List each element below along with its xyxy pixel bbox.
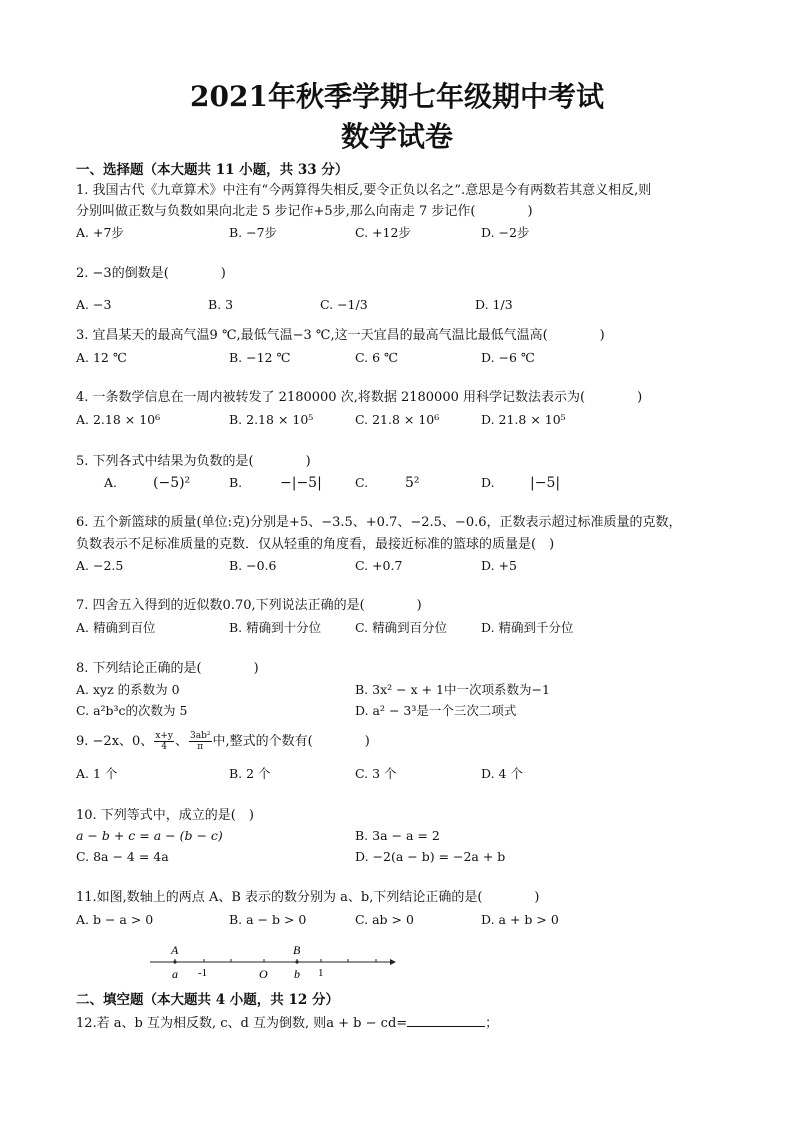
q9-option-a: A. 1 个 bbox=[76, 766, 118, 781]
q12-tail: ； bbox=[485, 1016, 499, 1031]
label-a: a bbox=[172, 967, 178, 981]
question-2: 2. −3的倒数是( ) bbox=[76, 266, 226, 281]
q12-answer-blank[interactable] bbox=[407, 1012, 485, 1027]
exam-title: 2021年秋季学期七年级期中考试 bbox=[190, 80, 604, 113]
q6-option-c: C. +0.7 bbox=[355, 558, 403, 573]
q11-option-c: C. ab > 0 bbox=[355, 912, 414, 927]
q6-option-d: D. +5 bbox=[481, 558, 517, 573]
section-heading-choice: 一、选择题（本大题共 11 小题，共 33 分） bbox=[76, 162, 349, 178]
q3-option-c: C. 6 ℃ bbox=[355, 350, 398, 365]
q9-suffix: 中,整式的个数有( ) bbox=[212, 734, 370, 749]
q5-option-d-expr: |−5| bbox=[530, 475, 561, 491]
q3-option-a: A. 12 ℃ bbox=[76, 350, 127, 365]
section-heading-fill-in: 二、填空题（本大题共 4 小题，共 12 分） bbox=[76, 992, 339, 1008]
q11-option-a: A. b − a > 0 bbox=[76, 912, 154, 927]
label-neg1: -1 bbox=[198, 967, 208, 979]
q5-option-a-label: A. bbox=[104, 475, 118, 490]
question-4: 4. 一条数学信息在一周内被转发了 2180000 次,将数据 2180000 用科学记数法表示为( ) bbox=[76, 390, 643, 405]
question-6-line-2: 负数表示不足标准质量的克数．仅从轻重的角度看，最接近标准的篮球的质量是( ) bbox=[76, 537, 555, 552]
q9-option-b: B. 2 个 bbox=[229, 766, 271, 781]
label-one: 1 bbox=[318, 967, 324, 979]
q1-option-c: C. +12步 bbox=[355, 225, 411, 240]
question-10: 10. 下列等式中，成立的是( ) bbox=[76, 808, 254, 823]
q9-fraction-1-den: 4 bbox=[161, 742, 168, 752]
q5-option-c-label: C. bbox=[355, 475, 369, 490]
q7-option-b: B. 精确到十分位 bbox=[229, 620, 322, 635]
q9-option-d: D. 4 个 bbox=[481, 766, 523, 781]
number-line-figure bbox=[140, 938, 400, 986]
q11-option-b: B. a − b > 0 bbox=[229, 912, 307, 927]
q10-option-b: B. 3a − a = 2 bbox=[355, 828, 440, 843]
q8-option-b: B. 3x² − x + 1中一次项系数为−1 bbox=[355, 682, 550, 697]
q9-sep: 、 bbox=[175, 734, 189, 749]
q6-option-a: A. −2.5 bbox=[76, 558, 124, 573]
question-1-line-2: 分别叫做正数与负数如果向北走 5 步记作+5步,那么向南走 7 步记作( ) bbox=[76, 204, 533, 219]
point-b bbox=[295, 960, 298, 963]
q9-prefix: 9. −2x、0、 bbox=[76, 734, 154, 749]
q10-option-c: C. 8a − 4 = 4a bbox=[76, 849, 169, 864]
q10-option-a: a − b + c = a − (b − c) bbox=[76, 828, 223, 843]
q10-option-d: D. −2(a − b) = −2a + b bbox=[355, 849, 506, 864]
q9-fraction-2-num: 3ab² bbox=[190, 731, 211, 741]
q11-option-d: D. a + b > 0 bbox=[481, 912, 559, 927]
point-a bbox=[173, 960, 176, 963]
q2-option-c: C. −1/3 bbox=[320, 297, 368, 312]
question-6-line-1: 6. 五个新篮球的质量(单位:克)分别是+5、−3.5、+0.7、−2.5、−0.6，正数表示超过标准质量的克数， bbox=[76, 515, 682, 530]
question-8: 8. 下列结论正确的是( ) bbox=[76, 661, 259, 676]
question-1-line-1: 1. 我国古代《九章算术》中注有“今两算得失相反,要令正负以名之”.意思是今有两数若其意义相反,则 bbox=[76, 183, 652, 198]
q9-fraction-2-den: π bbox=[197, 742, 204, 752]
exam-subtitle: 数学试卷 bbox=[340, 120, 453, 153]
q1-option-b: B. −7步 bbox=[229, 225, 278, 240]
q9-fraction-1-num: x+y bbox=[155, 731, 174, 741]
q8-option-c: C. a²b³c的次数为 5 bbox=[76, 703, 188, 718]
question-11: 11.如图,数轴上的两点 A、B 表示的数分别为 a、b,下列结论正确的是( ) bbox=[76, 890, 540, 905]
q2-option-a: A. −3 bbox=[76, 297, 112, 312]
q7-option-d: D. 精确到千分位 bbox=[481, 620, 574, 635]
q4-option-b: B. 2.18 × 10⁵ bbox=[229, 412, 314, 427]
q4-option-a: A. 2.18 × 10⁶ bbox=[76, 412, 161, 427]
label-A: A bbox=[171, 943, 179, 957]
q3-option-d: D. −6 ℃ bbox=[481, 350, 535, 365]
q7-option-a: A. 精确到百位 bbox=[76, 620, 156, 635]
q6-option-b: B. −0.6 bbox=[229, 558, 277, 573]
q5-option-c-expr: 5² bbox=[405, 475, 420, 491]
q12-text: 12.若 a、b 互为相反数, c、d 互为倒数, 则a + b − cd= bbox=[76, 1016, 408, 1031]
q5-option-b-label: B. bbox=[229, 475, 243, 490]
q2-option-b: B. 3 bbox=[208, 297, 234, 312]
q7-option-c: C. 精确到百分位 bbox=[355, 620, 448, 635]
number-line-arrow bbox=[390, 959, 396, 965]
q4-option-d: D. 21.8 × 10⁵ bbox=[481, 412, 566, 427]
q9-fraction-2 bbox=[189, 731, 211, 752]
q2-option-d: D. 1/3 bbox=[475, 297, 513, 312]
q4-option-c: C. 21.8 × 10⁶ bbox=[355, 412, 440, 427]
question-7: 7. 四舍五入得到的近似数0.70,下列说法正确的是( ) bbox=[76, 598, 422, 613]
q8-option-a: A. xyz 的系数为 0 bbox=[76, 682, 180, 697]
q5-option-a-expr: (−5)² bbox=[153, 475, 191, 491]
q9-fraction-1 bbox=[154, 731, 174, 752]
question-9 bbox=[76, 731, 370, 753]
question-12 bbox=[76, 1012, 498, 1035]
label-O: O bbox=[259, 967, 268, 981]
label-b: b bbox=[294, 967, 300, 981]
q3-option-b: B. −12 ℃ bbox=[229, 350, 291, 365]
q5-option-b-expr: −|−5| bbox=[280, 475, 322, 491]
q1-option-a: A. +7步 bbox=[76, 225, 124, 240]
question-5: 5. 下列各式中结果为负数的是( ) bbox=[76, 454, 311, 469]
q1-option-d: D. −2步 bbox=[481, 225, 530, 240]
q9-option-c: C. 3 个 bbox=[355, 766, 397, 781]
q5-option-d-label: D. bbox=[481, 475, 495, 490]
q8-option-d: D. a² − 3³是一个三次二项式 bbox=[355, 703, 517, 718]
label-B: B bbox=[293, 943, 301, 957]
question-3: 3. 宜昌某天的最高气温9 ℃,最低气温−3 ℃,这一天宜昌的最高气温比最低气温高( ) bbox=[76, 328, 605, 343]
